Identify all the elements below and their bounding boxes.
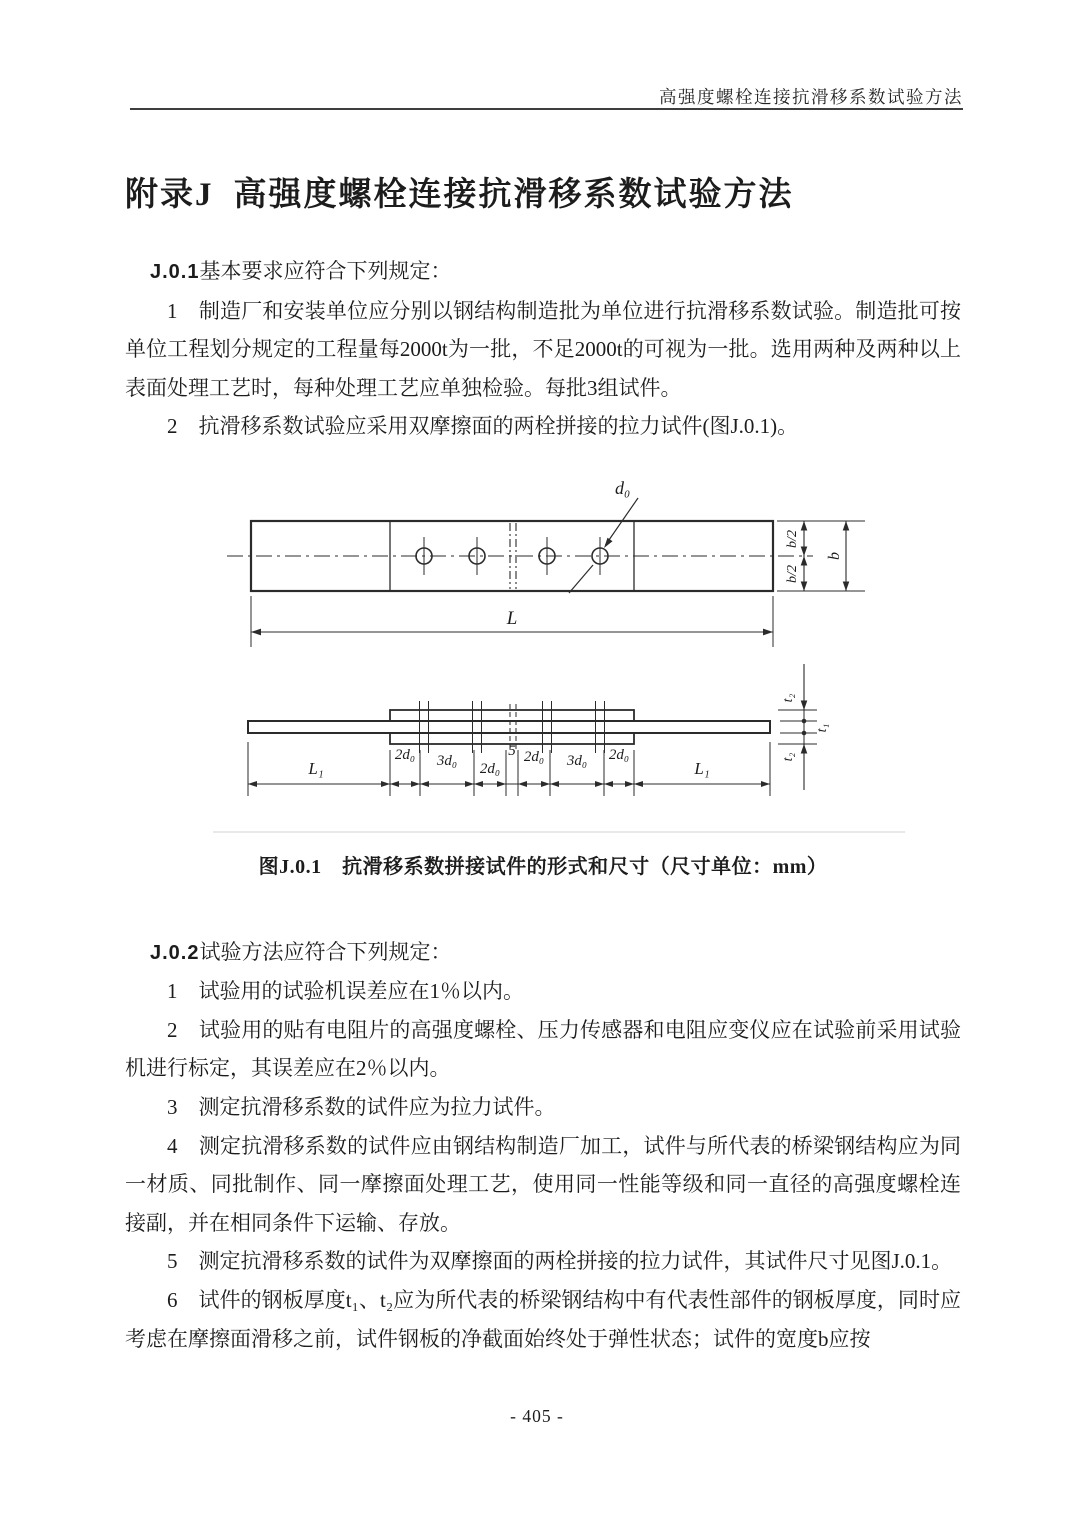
- hole-diameter-leader: [569, 478, 638, 593]
- section-code-j01: J.0.1: [150, 261, 200, 283]
- label-L1-right: L₁: [694, 758, 710, 778]
- label-2d0-4: 2d₀: [608, 746, 630, 763]
- figure-top-view: [227, 478, 865, 647]
- paragraph-j02-2: 2 试验用的贴有电阻片的高强度螺栓、压力传感器和电阻应变仪应在试验前采用试验机进行标定，其误差应在2％以内。: [125, 1017, 961, 1081]
- paragraph-j01-1: 1 制造厂和安装单位应分别以钢结构制造批为单位进行抗滑移系数试验。制造批可按单位工程划分规定的工程量每2000t为一批，不足2000t的可视为一批。选用两种及两种以上表面处理工艺时，每种处理工艺应单独检验。每批3组试件。: [125, 298, 961, 400]
- label-gap-5: 5: [508, 742, 516, 759]
- section-heading-j01: [125, 252, 961, 292]
- section-code-j02: J.0.2: [150, 941, 200, 964]
- paragraph-j02-4: 4 测定抗滑移系数的试件应由钢结构制造厂加工，试件与所代表的桥梁钢结构应为同一材质、同批制作、同一摩擦面处理工艺，使用同一性能等级和同一直径的高强度螺栓连接副，并在相同条件下运输、存放。: [125, 1133, 961, 1235]
- label-3d0-2: 3d₀: [566, 752, 588, 769]
- section-heading-j02: [125, 933, 961, 973]
- length-dimension: [251, 596, 773, 647]
- body-column: [125, 252, 961, 1402]
- paragraph-j02-6: 6 试件的钢板厚度t₁、t₂应为所代表的桥梁钢结构中有代表性部件的钢板厚度，同时应考虑在摩擦面滑移之前，试件钢板的净截面始终处于弹性状态；试件的宽度b应按: [125, 1287, 961, 1351]
- label-2d0-1: 2d₀: [394, 746, 416, 763]
- label-b-half-bottom: b/2: [785, 565, 800, 583]
- specimen-drawing: [213, 452, 905, 838]
- label-L1-left: L₁: [308, 758, 324, 778]
- label-t1: t₁: [815, 723, 830, 733]
- paragraph-j02-1: 1 试验用的试验机误差应在1％以内。: [167, 979, 524, 1004]
- page-title: [125, 168, 794, 215]
- header-rule: [130, 108, 963, 110]
- label-3d0-1: 3d₀: [436, 752, 458, 769]
- figure-side-view: [248, 664, 830, 796]
- page-number: - 405 -: [510, 1406, 564, 1426]
- label-b-half-top: b/2: [785, 530, 800, 548]
- paragraph-j02-5: 5 测定抗滑移系数的试件为双摩擦面的两栓拼接的拉力试件，其试件尺寸见图J.0.1。: [167, 1249, 953, 1274]
- figure-caption: 图J.0.1 抗滑移系数拼接试件的形式和尺寸（尺寸单位：mm）: [258, 855, 828, 878]
- thickness-dimensions: [778, 664, 830, 790]
- label-t2-bottom: t₂: [781, 752, 796, 762]
- label-d0: d₀: [615, 477, 631, 498]
- figure-j01: [213, 452, 905, 838]
- label-2d0-2: 2d₀: [479, 760, 501, 777]
- label-L: L: [506, 607, 518, 629]
- label-b: b: [826, 551, 843, 560]
- label-2d0-3: 2d₀: [523, 748, 545, 765]
- label-t2-top: t₂: [781, 693, 796, 703]
- appendix-code: 附录J: [125, 177, 214, 214]
- paragraph-j02-3: 3 测定抗滑移系数的试件应为拉力试件。: [167, 1094, 556, 1119]
- bolt-spacing-dimensions: [248, 742, 770, 796]
- section-heading-text-j02: 试验方法应符合下列规定：: [199, 939, 452, 964]
- section-heading-text-j01: 基本要求应符合下列规定：: [199, 259, 452, 283]
- paragraph-j01-2: 2 抗滑移系数试验应采用双摩擦面的两栓拼接的拉力试件(图J.0.1)。: [167, 414, 799, 439]
- running-header-title: 高强度螺栓连接抗滑移系数试验方法: [659, 87, 963, 107]
- appendix-title-text: 高强度螺栓连接抗滑移系数试验方法: [233, 177, 794, 214]
